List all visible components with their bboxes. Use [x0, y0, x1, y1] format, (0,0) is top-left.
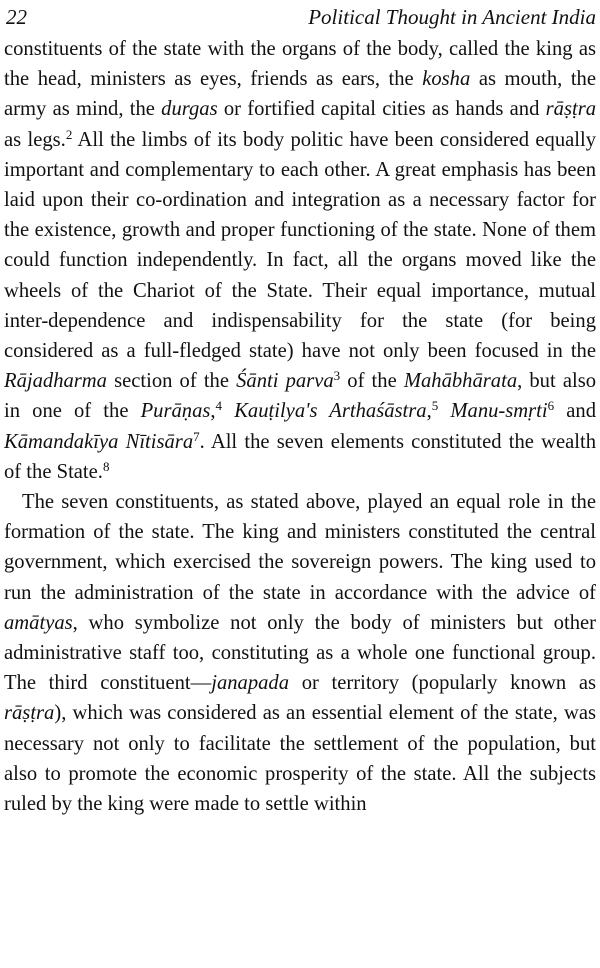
text-run: and: [554, 400, 596, 423]
text-run: of the: [340, 370, 404, 393]
text-run: constituents of the state with the organs of the body, called the king as the head, ministers as eyes, friends as ears, the: [4, 38, 596, 91]
footnote-ref: 6: [547, 398, 555, 414]
text-run: ,: [426, 400, 432, 423]
term-rastra: rāṣṭra: [545, 98, 596, 121]
text-run: , but also in one of the: [4, 370, 596, 423]
term-kosha: kosha: [422, 68, 471, 91]
footnote-ref: 8: [102, 458, 110, 474]
text-run: [222, 400, 234, 422]
term-manu-smrti: Manu-smṛti: [450, 400, 548, 423]
page-number: 22: [6, 5, 27, 29]
text-run: , who symbolize not only the body of ministers but other administrative staff too, constituting as a whole one functional group. The third constituent—: [4, 611, 596, 695]
term-durgas: durgas: [161, 98, 218, 121]
term-santi-parva: Śānti parva: [236, 370, 334, 393]
text-run: ), which was considered as an essential element of the state, was necessary not only to facilitate the settlement of the population, but also to promote the economic prosperity of the state. All the subjects ruled by the king were made to settle within: [4, 702, 596, 816]
term-rajadharma: Rājadharma: [4, 370, 107, 393]
paragraph-1: [4, 34, 596, 487]
text-run: as mouth, the army as mind, the: [4, 68, 596, 121]
term-puranas: Purāṇas: [140, 400, 211, 423]
footnote-ref: 7: [193, 428, 200, 444]
footnote-ref: 5: [431, 398, 439, 414]
running-title: Political Thought in Ancient India: [308, 5, 596, 29]
footnote-ref: 4: [215, 398, 223, 414]
term-arthasastra: Kauṭilya's Arthaśāstra: [234, 400, 427, 423]
footnote-ref: 2: [65, 126, 73, 142]
text-run: . All the seven elements constituted the wealth of the State.: [4, 430, 596, 483]
text-run: as legs.: [4, 128, 66, 151]
text-run: [438, 400, 450, 422]
text-run: The seven constituents, as stated above, played an equal role in the formation of the state. The king and ministers constituted the central government, which exercised the sovereign powers. The king used to run the administration of the state in accordance with the advice of: [4, 491, 596, 604]
term-amatyas: amātyas: [4, 611, 73, 634]
running-header: [4, 4, 596, 34]
text-run: or fortified capital cities as hands and: [217, 98, 546, 121]
paragraph-2: [4, 487, 596, 819]
text-run: All the limbs of its body politic have been considered equally important and complementary to each other. A great emphasis has been laid upon their co-ordination and integration as a necessary factor for the existence, growth and proper functioning of the state. None of them could function independently. In fact, all the organs moved like the wheels of the Chariot of the State. Their equal importance, mutual inter-dependence and indispensability for the state (for being considered as a full-fledged state) have not only been focused in the: [4, 128, 597, 363]
term-rastra: rāṣṭra: [4, 702, 55, 725]
footnote-ref: 3: [333, 368, 341, 384]
term-janapada: janapada: [211, 672, 290, 695]
term-kamandakiya-nitisara: Kāmandakīya Nītisāra: [4, 430, 194, 453]
body-text: [4, 34, 596, 819]
text-run: or territory (popularly known as: [289, 672, 596, 695]
text-run: ,: [210, 400, 216, 423]
term-mahabharata: Mahābhārata: [403, 370, 518, 393]
text-run: section of the: [106, 370, 237, 393]
